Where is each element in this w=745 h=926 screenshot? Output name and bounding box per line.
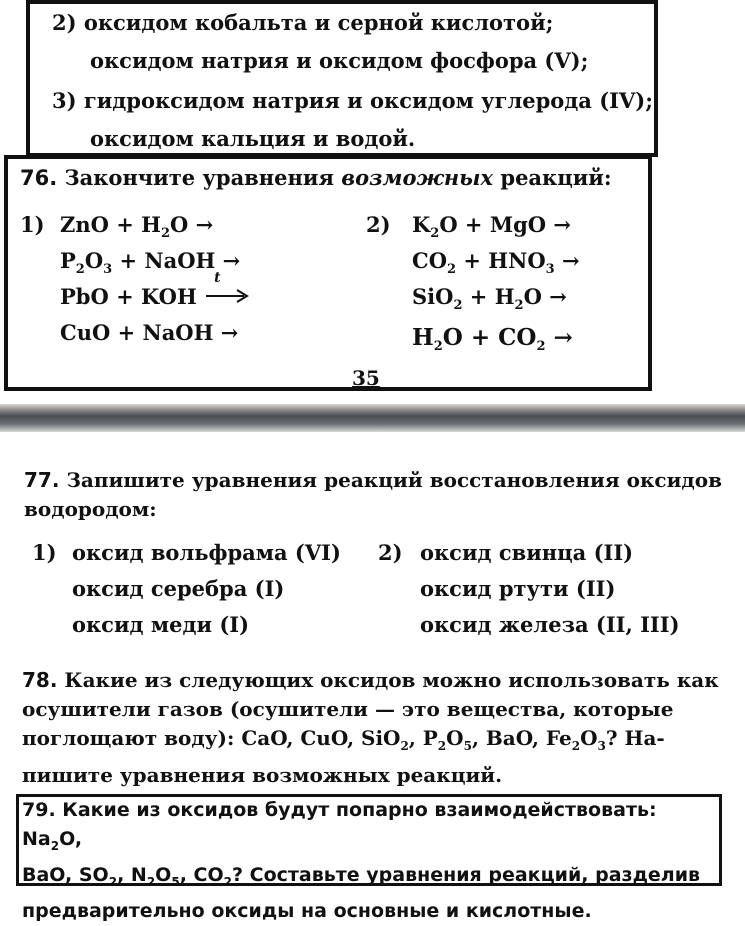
eq-right-1: $K_2O$ + MgO →: [412, 212, 571, 241]
col2-label: 2): [366, 212, 391, 237]
p77-right-1: оксид свинца (II): [420, 540, 634, 565]
prev-line-1: 2) оксидом кобальта и серной кислотой;: [52, 10, 554, 35]
eq-right-4: $H_2O + CO_2$ →: [412, 324, 573, 354]
p77-left-3: оксид меди (I): [72, 612, 250, 637]
problem-76-text-em: возможных: [341, 165, 494, 190]
eq-left-3: PbO + KOH t: [60, 284, 250, 309]
problem-77-text: 77. Запишите уравнения реакций восстановления оксидов водородом:: [24, 468, 722, 521]
problem-78-text: 78. Какие из следующих оксидов можно использовать как осушители газов (осушители — это вещества, которые поглощают воду): CaO, CuO, SiO$_2$, $P_2O_5$, BaO, $Fe_2O_3$? На- пишите уравнения возможных реакций.: [22, 668, 719, 787]
p77-col2-label: 2): [378, 540, 403, 565]
page-bottom: [0, 432, 745, 922]
eq-right-3: $SiO_2 + H_2O$ →: [412, 284, 567, 313]
arrow-icon: →: [549, 284, 567, 309]
p77-right-2: оксид ртути (II): [420, 576, 616, 601]
problem-79-text: 79. Какие из оксидов будут попарно взаимодействовать: $Na_2O$, BaO, $SO_2$, $N_2O_5$, $CO_2$? Составьте уравнения реакций, разделив предварительно оксиды на основные и кислотные.: [22, 799, 701, 922]
prev-line-4: оксидом кальция и водой.: [90, 126, 416, 151]
arrow-icon: →: [561, 248, 580, 273]
p77-col1-label: 1): [32, 540, 57, 565]
eq-left-4: CuO + NaOH →: [60, 320, 239, 345]
problem-77-number: 77.: [24, 468, 60, 492]
arrow-icon: →: [222, 248, 241, 273]
problem-79-number: 79.: [22, 799, 56, 821]
eq-left-1: ZnO + $H_2O$ →: [60, 212, 214, 241]
page-number: 35: [352, 366, 380, 390]
problem-78-number: 78.: [22, 668, 58, 692]
problem-76-number: 76.: [20, 166, 58, 190]
problem-76-text-a: Закончите уравнения: [64, 165, 334, 190]
arrow-icon: →: [195, 212, 214, 237]
eq-right-2: $CO_2 + HNO_3$ →: [412, 248, 580, 277]
problem-76-text-b: реакций:: [500, 165, 612, 190]
p77-left-1: оксид вольфрама (VI): [72, 540, 341, 565]
prev-line-3: 3) гидроксидом натрия и оксидом углерода (IV);: [52, 88, 653, 113]
page-divider: [0, 404, 745, 432]
page-top: [0, 0, 745, 404]
arrow-icon: →: [553, 212, 571, 237]
arrow-icon: →: [220, 320, 239, 345]
p77-right-3: оксид железа (II, III): [420, 612, 680, 637]
prev-line-2: оксидом натрия и оксидом фосфора (V);: [90, 48, 589, 73]
eq-left-2: $P_2O_3$ + NaOH →: [60, 248, 241, 277]
col1-label: 1): [20, 212, 45, 237]
arrow-icon: →: [553, 324, 573, 351]
p77-left-2: оксид серебра (I): [72, 576, 285, 601]
heated-arrow-icon: t: [204, 284, 250, 309]
problem-76-heading: [20, 165, 612, 190]
